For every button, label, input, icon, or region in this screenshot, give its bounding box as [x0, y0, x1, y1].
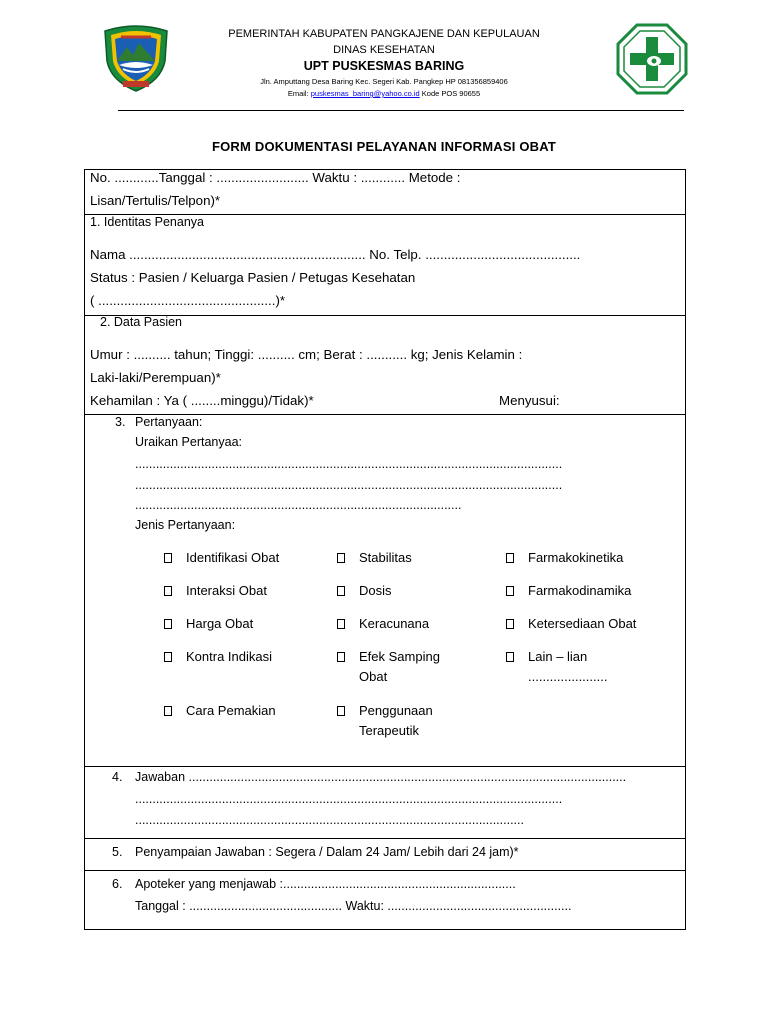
checkbox-lain[interactable]: [506, 652, 514, 662]
kehamilan-field[interactable]: Kehamilan : Ya ( ........minggu)/Tidak)*: [90, 393, 314, 408]
nama-telp-field[interactable]: Nama ................................................................ No. Telp. ..........................................: [90, 247, 581, 262]
checkbox-farmakodinamika[interactable]: [506, 586, 514, 596]
option-penggunaan-label-1: Penggunaan: [359, 703, 433, 718]
header-contact: [0, 89, 768, 98]
option-efek-label-1: Efek Samping: [359, 649, 440, 664]
email-suffix: Kode POS 90655: [419, 89, 481, 98]
status-other-field[interactable]: ( ................................................)*: [90, 293, 286, 308]
checkbox-interaksi[interactable]: [164, 586, 172, 596]
section-4-number: 4.: [112, 770, 123, 784]
option-penggunaan-label-2: Terapeutik: [359, 723, 419, 738]
option-farmakodinamika-label: Farmakodinamika: [528, 583, 632, 598]
row-divider: [84, 838, 686, 839]
uraikan-line-2[interactable]: ...........................................................................................................................: [135, 478, 563, 492]
header-puskesmas-name: UPT PUSKESMAS BARING: [303, 59, 465, 73]
uraikan-line-1[interactable]: ...........................................................................................................................: [135, 457, 563, 471]
section-identitas-heading: 1. Identitas Penanya: [90, 215, 204, 229]
status-options[interactable]: Status : Pasien / Keluarga Pasien / Petugas Kesehatan: [90, 270, 416, 285]
header-divider: [118, 110, 684, 111]
option-lain-label: Lain – lian: [528, 649, 588, 664]
option-lain-field[interactable]: ......................: [528, 669, 608, 684]
jawaban-line-1[interactable]: Jawaban ..............................................................................................................................: [135, 770, 627, 784]
option-farmakokinetika-label: Farmakokinetika: [528, 550, 624, 565]
checkbox-keracunana[interactable]: [337, 619, 345, 629]
uraikan-line-3[interactable]: ..............................................................................................: [135, 498, 462, 512]
section-pertanyaan-heading: Pertanyaan:: [135, 415, 203, 429]
email-prefix: Email:: [287, 89, 311, 98]
tanggal-waktu-jawab-field[interactable]: Tanggal : ............................................ Waktu: .....................................................: [135, 899, 572, 913]
metode-options: Lisan/Tertulis/Telpon)*: [90, 193, 221, 208]
checkbox-penggunaan[interactable]: [337, 706, 345, 716]
option-kontra-label: Kontra Indikasi: [186, 649, 272, 664]
form-title: FORM DOKUMENTASI PELAYANAN INFORMASI OBAT: [211, 139, 557, 154]
row-divider: [84, 766, 686, 767]
penyampaian-jawaban-options[interactable]: Penyampaian Jawaban : Segera / Dalam 24 Jam/ Lebih dari 24 jam)*: [135, 845, 519, 859]
jawaban-line-3[interactable]: ................................................................................................................: [135, 813, 524, 827]
option-interaksi-label: Interaksi Obat: [186, 583, 267, 598]
header-department: DINAS KESEHATAN: [333, 44, 435, 56]
checkbox-efek-samping[interactable]: [337, 652, 345, 662]
jawaban-line-2[interactable]: ...........................................................................................................................: [135, 792, 563, 806]
uraikan-label: Uraikan Pertanyaa:: [135, 435, 243, 449]
checkbox-harga[interactable]: [164, 619, 172, 629]
option-harga-label: Harga Obat: [186, 616, 254, 631]
option-ketersediaan-label: Ketersediaan Obat: [528, 616, 637, 631]
apoteker-field[interactable]: Apoteker yang menjawab :...................................................................: [135, 877, 516, 891]
checkbox-dosis[interactable]: [337, 586, 345, 596]
row-divider: [84, 870, 686, 871]
option-cara-label: Cara Pemakian: [186, 703, 276, 718]
checkbox-ketersediaan[interactable]: [506, 619, 514, 629]
header-government-name: PEMERINTAH KABUPATEN PANGKAJENE DAN KEPULAUAN: [228, 28, 540, 40]
jenis-pertanyaan-label: Jenis Pertanyaan:: [135, 518, 236, 532]
menyusui-field[interactable]: Menyusui:: [499, 393, 560, 408]
option-keracunana-label: Keracunana: [359, 616, 430, 631]
checkbox-cara-pemakaian[interactable]: [164, 706, 172, 716]
option-dosis-label: Dosis: [359, 583, 392, 598]
section-data-pasien-heading: 2. Data Pasien: [100, 315, 182, 329]
option-efek-label-2: Obat: [359, 669, 388, 684]
gender-options[interactable]: Laki-laki/Perempuan)*: [90, 370, 221, 385]
section-3-number: 3.: [115, 415, 126, 429]
header-address: Jln. Amputtang Desa Baring Kec. Segeri Kab. Pangkep HP 081356859406: [260, 77, 508, 86]
option-stabilitas-label: Stabilitas: [359, 550, 412, 565]
email-link[interactable]: puskesmas_baring@yahoo.co.id: [310, 89, 420, 98]
checkbox-stabilitas[interactable]: [337, 553, 345, 563]
no-tanggal-waktu-line[interactable]: No. ............Tanggal : ......................... Waktu : ............ Metode :: [90, 170, 461, 185]
umur-tinggi-berat-field[interactable]: Umur : .......... tahun; Tinggi: .......... cm; Berat : ........... kg; Jenis Kelamin :: [90, 347, 523, 362]
checkbox-kontra[interactable]: [164, 652, 172, 662]
section-5-number: 5.: [112, 845, 123, 859]
section-6-number: 6.: [112, 877, 123, 891]
checkbox-farmakokinetika[interactable]: [506, 553, 514, 563]
checkbox-identifikasi[interactable]: [164, 553, 172, 563]
option-identifikasi-label: Identifikasi Obat: [186, 550, 280, 565]
